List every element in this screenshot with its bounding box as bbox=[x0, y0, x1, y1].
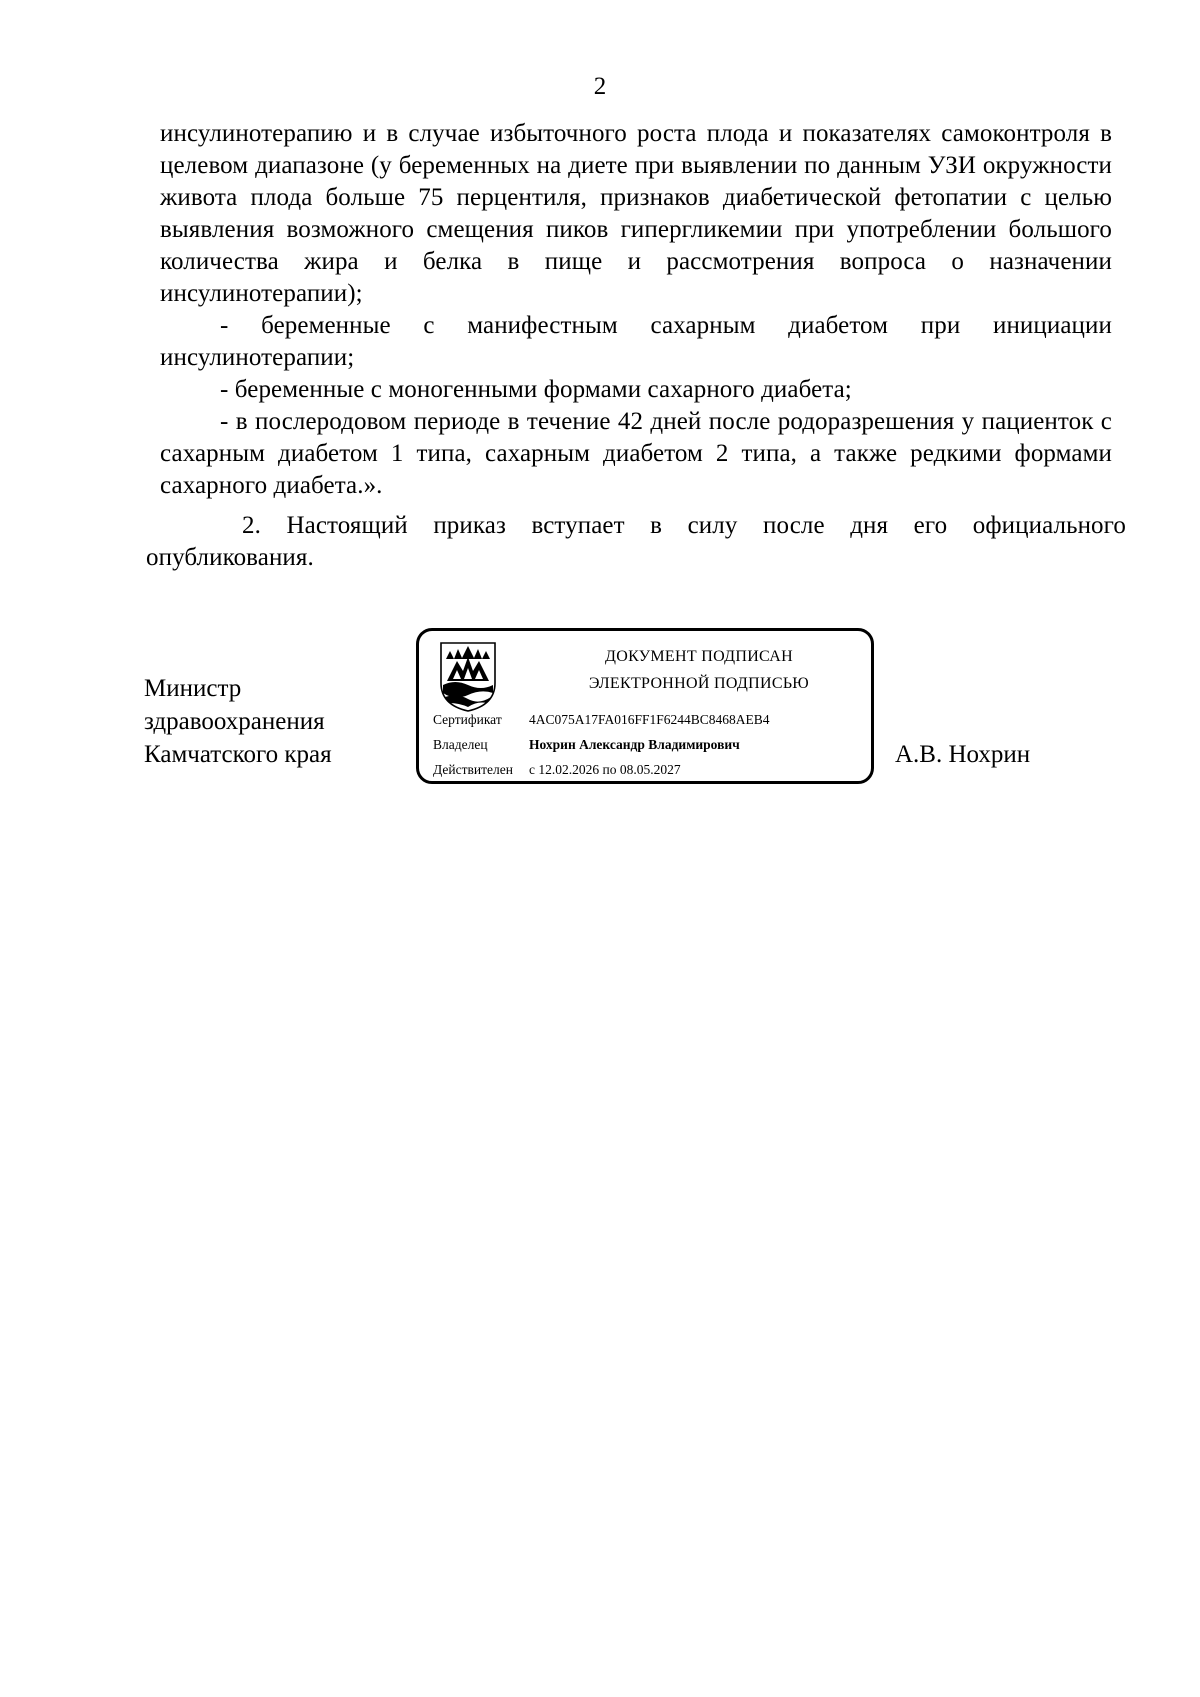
coat-of-arms-icon bbox=[437, 639, 499, 713]
validity-label: Действителен bbox=[433, 762, 513, 777]
stamp-header-line2: ЭЛЕКТРОННОЙ ПОДПИСЬЮ bbox=[588, 675, 810, 692]
certificate-label: Сертификат bbox=[433, 712, 502, 727]
validity-value: с 12.02.2026 по 08.05.2027 bbox=[529, 762, 681, 777]
signer-name: А.В. Нохрин bbox=[895, 741, 1031, 768]
certificate-value: 4AC075A17FA016FF1F6244BC8468AEB4 bbox=[529, 712, 770, 727]
signer-title bbox=[144, 672, 332, 771]
owner-label: Владелец bbox=[433, 737, 488, 752]
owner-row bbox=[433, 736, 740, 754]
main-text-block bbox=[160, 118, 1112, 502]
signer-title-line: Камчатского края bbox=[144, 741, 332, 768]
effective-date-block bbox=[146, 510, 1126, 574]
stamp-header bbox=[539, 643, 859, 697]
bullet-postpartum-period: - в послеродовом периоде в течение 42 дней после родоразрешения у пациенток с сахарным диабетом 1 типа, сахарным диабетом 2 типа, а также редкими формами сахарного диабета.». bbox=[160, 408, 1112, 499]
paragraph-insulin-therapy: инсулинотерапию и в случае избыточного роста плода и показателях самоконтроля в целевом диапазоне (у беременных на диете при выявлении по данным УЗИ окружности живота плода больше 75 перцентиля, признаков диабетической фетопатии с целью выявления возможного смещения пиков гипергликемии при употреблении большого количества жира и белка в пище и рассмотрения вопроса о назначении инсулинотерапии); bbox=[160, 120, 1112, 307]
signer-title-line: Министр bbox=[144, 675, 242, 702]
bullet-manifest-diabetes: - беременные с манифестным сахарным диабетом при инициации инсулинотерапии; bbox=[160, 312, 1112, 371]
certificate-row bbox=[433, 711, 770, 729]
bullet-monogenic-diabetes: - беременные с моногенными формами сахарного диабета; bbox=[220, 376, 852, 403]
stamp-header-line1: ДОКУМЕНТ ПОДПИСАН bbox=[605, 648, 793, 665]
page-number: 2 bbox=[593, 73, 607, 100]
paragraph-effective-date: 2. Настоящий приказ вступает в силу после дня его официального опубликования. bbox=[146, 512, 1126, 571]
signer-title-line: здравоохранения bbox=[144, 708, 325, 735]
electronic-signature-stamp bbox=[416, 628, 874, 784]
owner-value: Нохрин Александр Владимирович bbox=[529, 737, 740, 752]
validity-row bbox=[433, 761, 681, 779]
